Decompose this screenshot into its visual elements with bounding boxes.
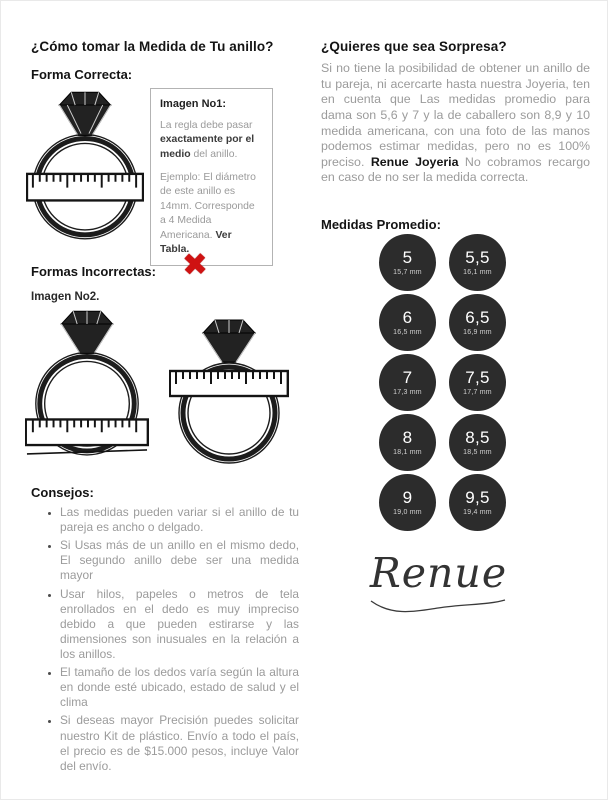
ring-size-badge: [379, 294, 436, 351]
ring-wrong-top-illustration: [169, 317, 289, 469]
page-title: ¿Cómo tomar la Medida de Tu anillo?: [31, 39, 274, 54]
tip-item: • Si deseas mayor Precisión puedes solicitar nuestro Kit de plástico. Envío a todo el país, el precio es de $15.000 pesos, incluye Valor del envío.: [60, 713, 299, 773]
ring-size-mm: 18,1 mm: [393, 449, 422, 456]
diamond-icon: [203, 320, 255, 362]
ruler-icon: [170, 371, 288, 396]
ring-size-badge: [379, 354, 436, 411]
ring-size-mm: 19,4 mm: [463, 509, 492, 516]
ring-size-badge: [449, 414, 506, 471]
tips-list: [33, 505, 299, 777]
image1-box-title: Imagen No1:: [160, 98, 227, 110]
logo-flourish-icon: [363, 597, 513, 619]
ring-size-number: 8: [402, 428, 413, 447]
ring-size-badge: [379, 234, 436, 291]
ring-size-mm: 18,5 mm: [463, 449, 492, 456]
ruler-icon: [27, 174, 143, 201]
red-x-icon: ✖: [181, 246, 209, 283]
image2-label: Imagen No2.: [31, 291, 100, 303]
ring-size-number: 5,5: [465, 248, 490, 267]
ring-size-badge: [449, 354, 506, 411]
ring-size-number: 7: [402, 368, 413, 387]
ring-size-number: 5: [402, 248, 413, 267]
ring-size-badge: [449, 474, 506, 531]
ring-size-number: 6,5: [465, 308, 490, 327]
average-sizes-heading: Medidas Promedio:: [321, 217, 441, 232]
diamond-icon: [59, 92, 110, 135]
diamond-icon: [61, 311, 112, 353]
ring-size-badge: [449, 234, 506, 291]
ring-sizes-grid: [379, 234, 506, 531]
ring-size-number: 7,5: [465, 368, 490, 387]
ring-size-mm: 19,0 mm: [393, 509, 422, 516]
ring-size-badge: [379, 474, 436, 531]
correct-way-heading: Forma Correcta:: [31, 67, 133, 82]
ring-size-number: 8,5: [465, 428, 490, 447]
ring-wrong-bottom-illustration: [25, 307, 149, 465]
incorrect-ways-heading: Formas Incorrectas:: [31, 264, 156, 279]
image1-info-box: [150, 88, 273, 266]
tip-item: • El tamaño de los dedos varía según la altura en donde esté ubicado, estado de salud y el clima: [60, 665, 299, 710]
ring-size-number: 9,5: [465, 488, 490, 507]
ring-size-mm: 16,1 mm: [463, 269, 492, 276]
ring-size-number: 6: [402, 308, 413, 327]
tip-item: • Si Usas más de un anillo en el mismo dedo, El segundo anillo debe ser una medida mayor: [60, 538, 299, 583]
ring-correct-measure-illustration: [26, 88, 144, 246]
brand-name-inline: Renue Joyeria: [370, 154, 459, 169]
ring-size-badge: [379, 414, 436, 471]
ring-size-badge: [449, 294, 506, 351]
ring-size-mm: 15,7 mm: [393, 269, 422, 276]
tip-item: • Usar hilos, papeles o metros de tela enrollados en el dedo es muy impreciso debido a que pueden estirarse y las dimensiones son inusuales en la relación a los anillos.: [60, 587, 299, 663]
brand-logo: Renue: [369, 549, 508, 597]
tip-item: • Las medidas pueden variar si el anillo de tu pareja es ancho o delgado.: [60, 505, 299, 535]
ring-size-mm: 16,5 mm: [393, 329, 422, 336]
surprise-paragraph: Si no tiene la posibilidad de obtener un anillo de tu pareja, ni acercarte hasta nuestra Joyeria, ten en cuenta que Las medidas promedio para dama son 5,6 y 7 y la de caballero son 8,9 y 10 medida americana, con una foto de las manos podemos estimar medidas, pero no es 100% preciso. Renue Joyeria No cobramos recargo en caso de no ser la medida correcta.: [321, 61, 590, 185]
ring-size-mm: 17,3 mm: [393, 389, 422, 396]
ring-size-number: 9: [402, 488, 413, 507]
ring-size-mm: 16,9 mm: [463, 329, 492, 336]
image1-box-example-text: Ejemplo: El diámetro de este anillo es 14mm. Corresponde a 4 Medida Americana. Ver Tabla.: [160, 172, 256, 255]
ring-size-mm: 17,7 mm: [463, 389, 492, 396]
tips-heading: Consejos:: [31, 485, 94, 500]
surprise-heading: ¿Quieres que sea Sorpresa?: [321, 39, 507, 54]
image1-box-rule-text: La regla debe pasar exactamente por el medio del anillo.: [160, 120, 255, 160]
